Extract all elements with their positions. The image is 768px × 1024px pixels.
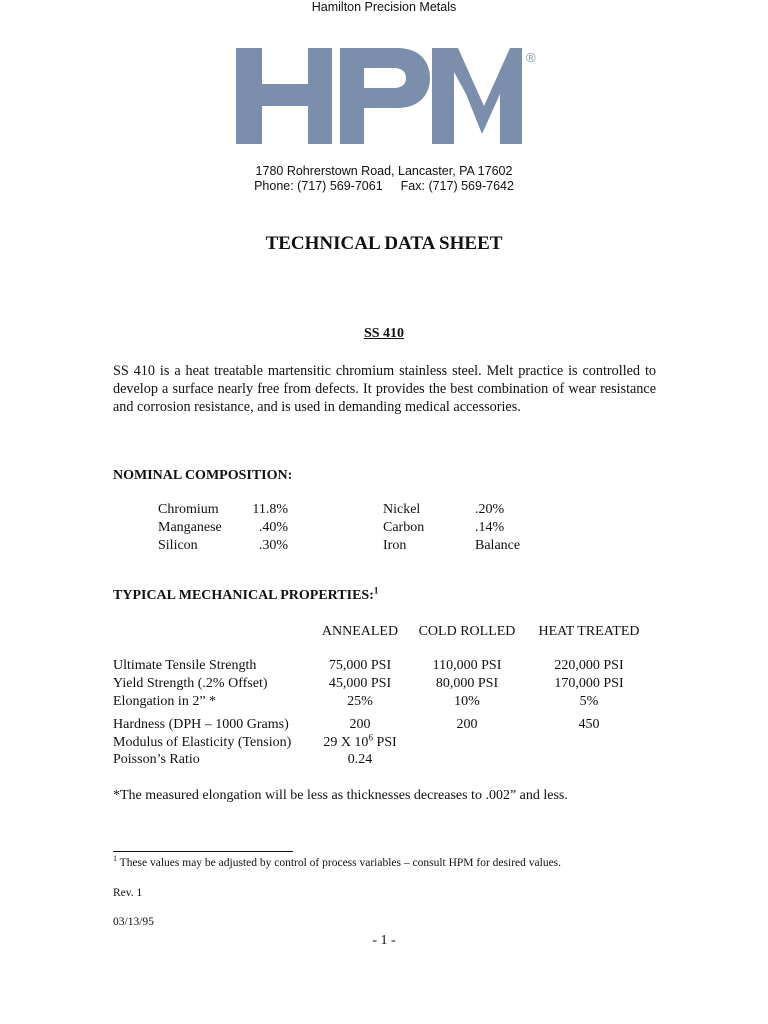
product-name: SS 410 (363, 326, 405, 341)
property-value: 200 (349, 717, 371, 732)
footnote-text: These values may be adjusted by control of process variables – consult HPM for desired values. (117, 857, 562, 869)
composition-value: .14% (475, 520, 505, 535)
property-label: Modulus of Elasticity (Tension) (113, 735, 292, 750)
property-value: 450 (578, 717, 600, 732)
property-value: 220,000 PSI (554, 658, 624, 673)
column-header-cold-rolled: COLD ROLLED (418, 624, 516, 639)
property-value: 75,000 PSI (328, 658, 392, 673)
modulus-exponent: 6 (368, 732, 373, 743)
property-value: 110,000 PSI (432, 658, 502, 673)
company-fax: Fax: (717) 569-7642 (400, 179, 514, 193)
property-value: 80,000 PSI (435, 676, 499, 691)
property-label: Ultimate Tensile Strength (113, 658, 257, 673)
company-contact (0, 179, 768, 194)
property-label: Hardness (DPH – 1000 Grams) (113, 717, 289, 732)
property-value: 5% (579, 694, 599, 709)
footnote-mark: 1 (113, 854, 117, 864)
footnote-ref: 1 (373, 585, 379, 596)
property-label: Poisson’s Ratio (113, 752, 200, 767)
composition-element: Iron (383, 538, 407, 553)
document-title: TECHNICAL DATA SHEET (265, 233, 503, 254)
mechanical-heading (113, 585, 379, 604)
composition-heading: NOMINAL COMPOSITION: (113, 468, 293, 483)
composition-value: Balance (475, 538, 521, 553)
property-value: 0.24 (347, 752, 373, 767)
composition-value: .30% (258, 538, 288, 553)
property-value (310, 732, 410, 751)
footnote (113, 854, 562, 869)
property-value: 200 (456, 717, 478, 732)
company-phone: Phone: (717) 569-7061 (254, 179, 383, 193)
composition-value: .20% (475, 502, 505, 517)
property-label: Elongation in 2” * (113, 694, 217, 709)
registered-mark: ® (526, 50, 536, 65)
composition-element: Chromium (158, 502, 219, 517)
company-address: 1780 Rohrerstown Road, Lancaster, PA 17602 (255, 164, 513, 178)
property-label: Yield Strength (.2% Offset) (113, 676, 268, 691)
composition-value: .40% (258, 520, 288, 535)
composition-element: Nickel (383, 502, 421, 517)
modulus-base: 29 X 10 (323, 735, 369, 750)
mechanical-heading-text: TYPICAL MECHANICAL PROPERTIES: (113, 588, 374, 603)
composition-value: 11.8% (252, 502, 288, 517)
property-value: 45,000 PSI (328, 676, 392, 691)
elongation-note: *The measured elongation will be less as thicknesses decreases to .002” and less. (113, 788, 568, 803)
footnote-divider (113, 851, 293, 852)
page-number: - 1 - (372, 933, 396, 948)
composition-element: Manganese (158, 520, 222, 535)
column-header-annealed: ANNEALED (321, 624, 399, 639)
intro-paragraph: SS 410 is a heat treatable martensitic chromium stainless steel. Melt practice is controlled to develop a surface nearly free from defects. It provides the best combination of wear resistance and corrosion resistance, and is used in demanding medical accessories. (113, 363, 656, 415)
hpm-logo (232, 44, 542, 148)
composition-element: Carbon (383, 520, 425, 535)
modulus-unit: PSI (372, 735, 397, 750)
revision-date: 03/13/95 (113, 916, 154, 928)
property-value: 170,000 PSI (554, 676, 624, 691)
composition-element: Silicon (158, 538, 198, 553)
revision: Rev. 1 (113, 887, 143, 899)
column-header-heat-treated: HEAT TREATED (538, 624, 640, 639)
property-value: 10% (454, 694, 480, 709)
property-value: 25% (347, 694, 373, 709)
company-name: Hamilton Precision Metals (311, 0, 457, 14)
